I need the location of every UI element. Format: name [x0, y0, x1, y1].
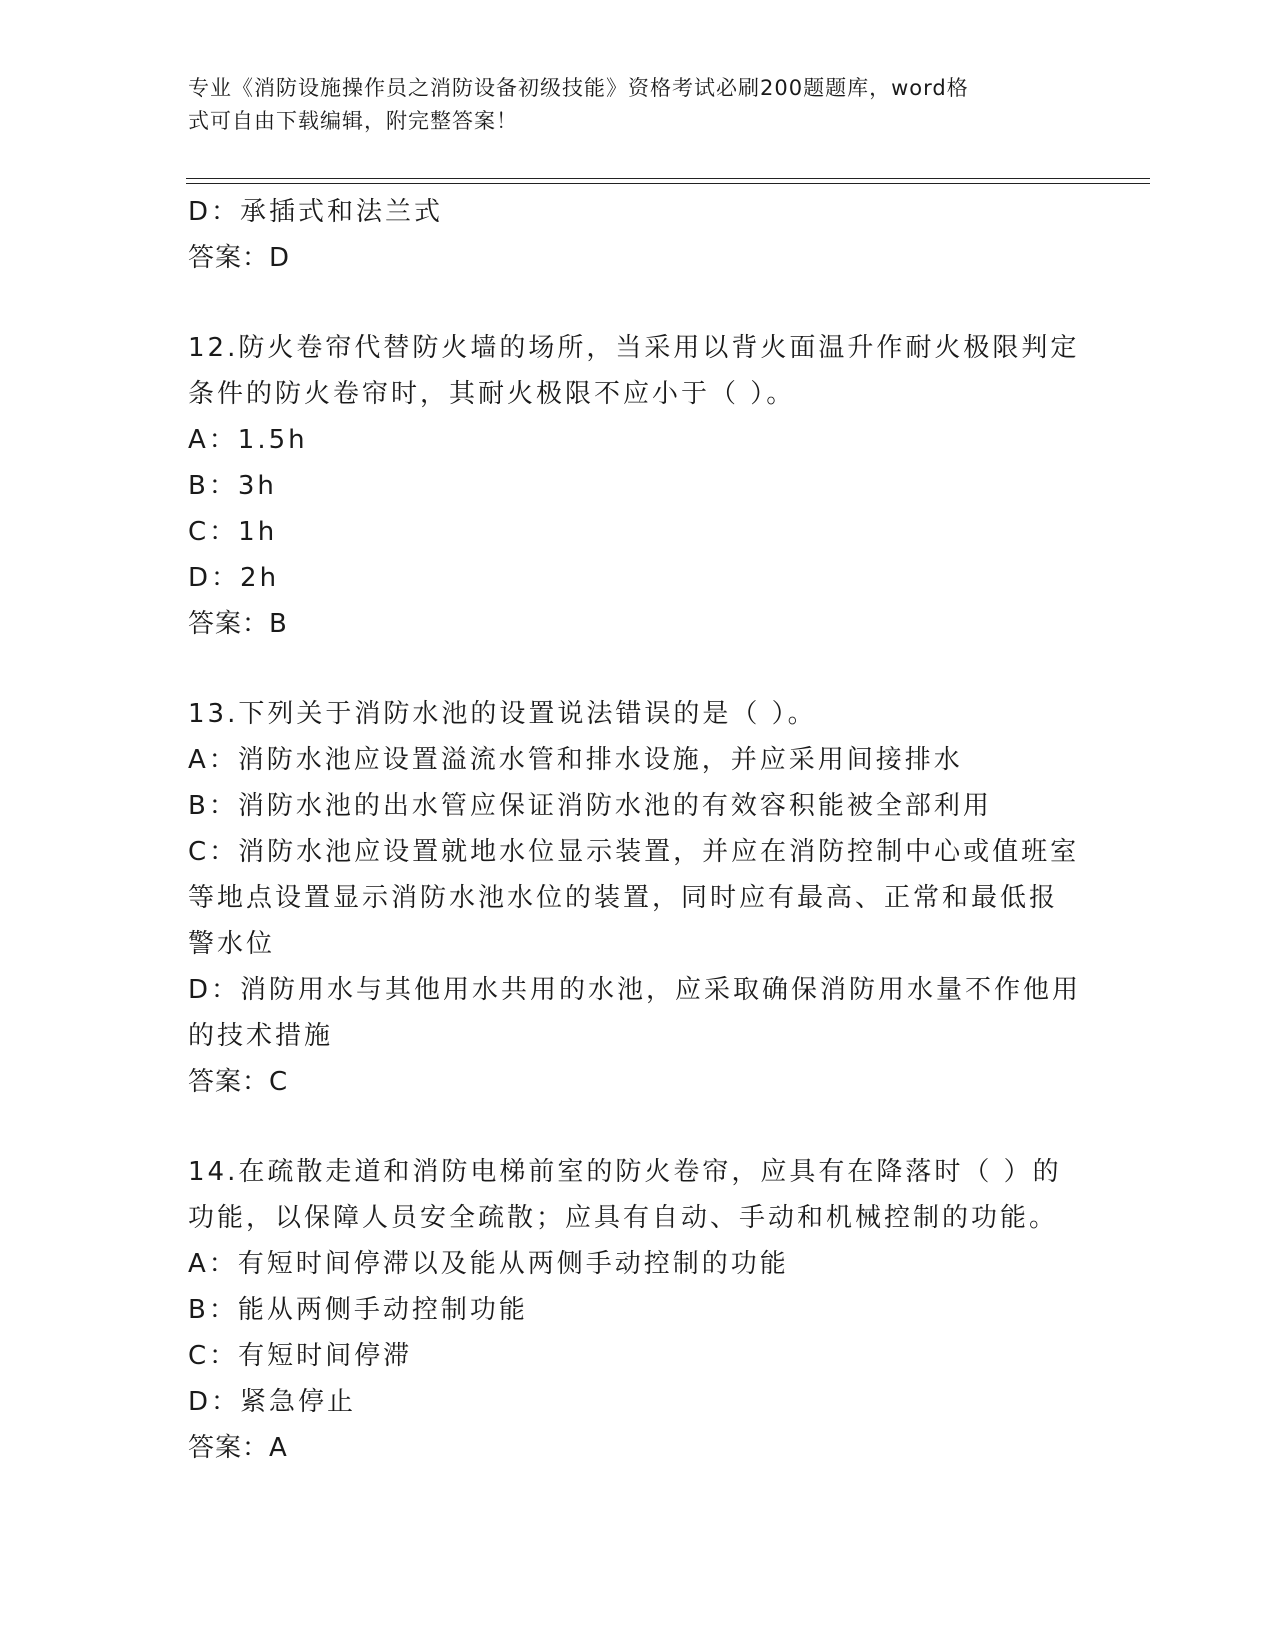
answer-line: 答案：B	[188, 609, 288, 639]
option-b: B：能从两侧手动控制功能	[188, 1295, 528, 1325]
option-a: A：消防水池应设置溢流水管和排水设施，并应采用间接排水	[188, 745, 963, 775]
option-c-line-3: 警水位	[188, 929, 276, 959]
option-d: D：承插式和法兰式	[188, 197, 444, 227]
header-divider-top	[186, 178, 1150, 179]
answer-line: 答案：C	[188, 1067, 289, 1097]
option-d-line-1: D：消防用水与其他用水共用的水池，应采取确保消防用水量不作他用	[188, 975, 1082, 1005]
question-text-line-1: 14.在疏散走道和消防电梯前室的防火卷帘，应具有在降落时（ ）的	[188, 1157, 1062, 1187]
option-a: A：1.5h	[188, 425, 308, 455]
answer-line: 答案：A	[188, 1433, 288, 1463]
question-text-line-2: 条件的防火卷帘时，其耐火极限不应小于（ ）。	[188, 379, 796, 409]
option-d: D：紧急停止	[188, 1387, 357, 1417]
question-13	[188, 691, 1088, 1105]
answer-line: 答案：D	[188, 243, 291, 273]
option-c: C：有短时间停滞	[188, 1341, 413, 1371]
header-divider-bottom	[186, 183, 1150, 184]
header-line-2: 式可自由下载编辑，附完整答案！	[188, 109, 518, 133]
question-list	[188, 189, 1088, 1471]
question-12	[188, 325, 1088, 647]
option-c-line-2: 等地点设置显示消防水池水位的装置，同时应有最高、正常和最低报	[188, 883, 1059, 913]
option-b: B：3h	[188, 471, 277, 501]
option-d-line-2: 的技术措施	[188, 1021, 334, 1051]
question-11-tail	[188, 189, 1088, 281]
question-text-line-1: 12.防火卷帘代替防火墙的场所，当采用以背火面温升作耐火极限判定	[188, 333, 1080, 363]
option-a: A：有短时间停滞以及能从两侧手动控制的功能	[188, 1249, 789, 1279]
option-d: D：2h	[188, 563, 280, 593]
question-text-line-2: 功能，以保障人员安全疏散；应具有自动、手动和机械控制的功能。	[188, 1203, 1059, 1233]
header-line-1: 专业《消防设施操作员之消防设备初级技能》资格考试必刷200题题库，word格	[188, 76, 969, 100]
option-b: B：消防水池的出水管应保证消防水池的有效容积能被全部利用	[188, 791, 992, 821]
question-14	[188, 1149, 1088, 1471]
spacer	[188, 1105, 1088, 1149]
question-text-line-1: 13.下列关于消防水池的设置说法错误的是（ ）。	[188, 699, 817, 729]
option-c-line-1: C：消防水池应设置就地水位显示装置，并应在消防控制中心或值班室	[188, 837, 1080, 867]
document-header	[188, 72, 1078, 138]
spacer	[188, 647, 1088, 691]
spacer	[188, 281, 1088, 325]
option-c: C：1h	[188, 517, 278, 547]
